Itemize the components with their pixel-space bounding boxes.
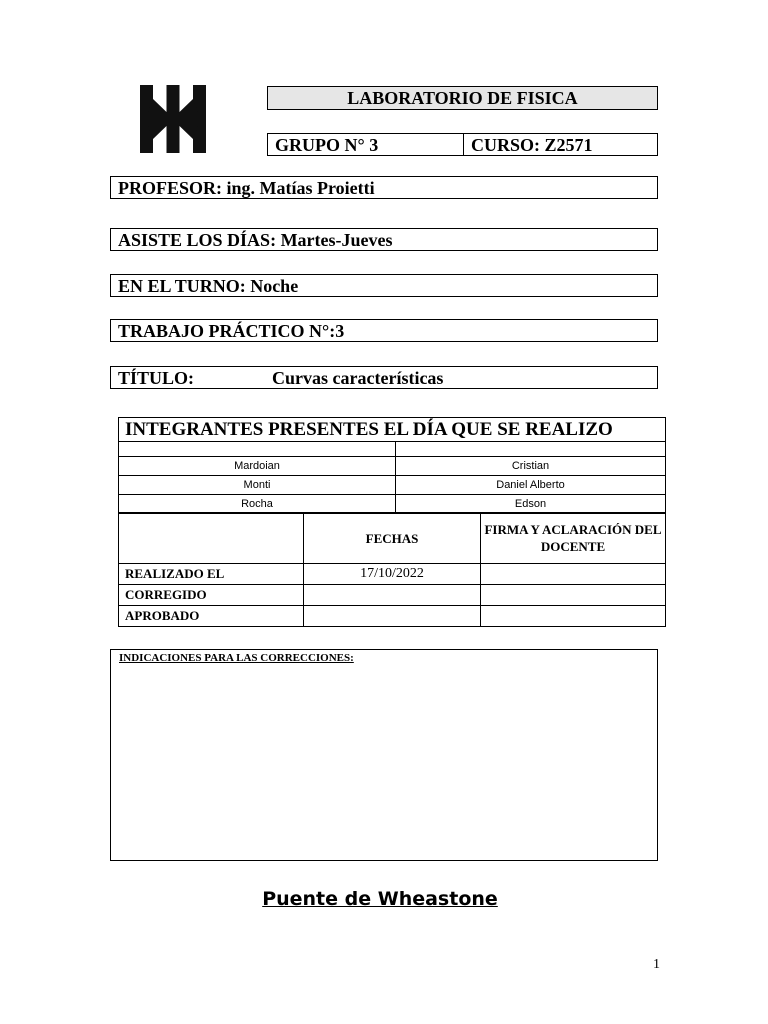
member-last-name: Rocha [119, 495, 396, 514]
integrantes-table [118, 417, 666, 514]
member-last-name: Mardoian [119, 457, 396, 476]
row-label: REALIZADO EL [119, 564, 304, 585]
asiste-field: ASISTE LOS DÍAS: Martes-Jueves [110, 228, 658, 251]
member-first-name: Daniel Alberto [396, 476, 666, 495]
titulo-value: Curvas características [272, 368, 444, 388]
firma-header: FIRMA Y ACLARACIÓN DEL DOCENTE [481, 513, 666, 564]
empty-header-cell [119, 513, 304, 564]
titulo-label: TÍTULO: [118, 368, 195, 388]
trabajo-practico-field: TRABAJO PRÁCTICO N°:3 [110, 319, 658, 342]
row-date: 17/10/2022 [304, 564, 481, 585]
row-signature [481, 606, 666, 627]
grupo-field: GRUPO N° 3 [267, 133, 464, 156]
row-signature [481, 564, 666, 585]
fecha-row [119, 606, 666, 627]
curso-field: CURSO: Z2571 [463, 133, 658, 156]
member-row [119, 495, 666, 514]
integrantes-heading: INTEGRANTES PRESENTES EL DÍA QUE SE REALIZO [119, 418, 666, 442]
row-date [304, 606, 481, 627]
member-row [119, 476, 666, 495]
fecha-row [119, 585, 666, 606]
row-date [304, 585, 481, 606]
page-number: 1 [653, 957, 660, 972]
member-first-name: Cristian [396, 457, 666, 476]
profesor-field: PROFESOR: ing. Matías Proietti [110, 176, 658, 199]
row-label: CORREGIDO [119, 585, 304, 606]
row-label: APROBADO [119, 606, 304, 627]
university-logo [140, 85, 206, 153]
titulo-field [110, 366, 658, 389]
member-last-name: Monti [119, 476, 396, 495]
correcciones-box [110, 649, 658, 861]
blank-cell [396, 442, 666, 457]
fecha-row [119, 564, 666, 585]
lab-title: LABORATORIO DE FISICA [267, 86, 658, 110]
row-signature [481, 585, 666, 606]
document-subtitle: Puente de Wheastone [262, 888, 498, 910]
member-row [119, 457, 666, 476]
logo-emblem-icon [140, 85, 206, 153]
turno-field: EN EL TURNO: Noche [110, 274, 658, 297]
fechas-header: FECHAS [304, 513, 481, 564]
fechas-table [118, 512, 666, 627]
correcciones-label: INDICACIONES PARA LAS CORRECCIONES: [119, 652, 354, 664]
member-first-name: Edson [396, 495, 666, 514]
blank-cell [119, 442, 396, 457]
